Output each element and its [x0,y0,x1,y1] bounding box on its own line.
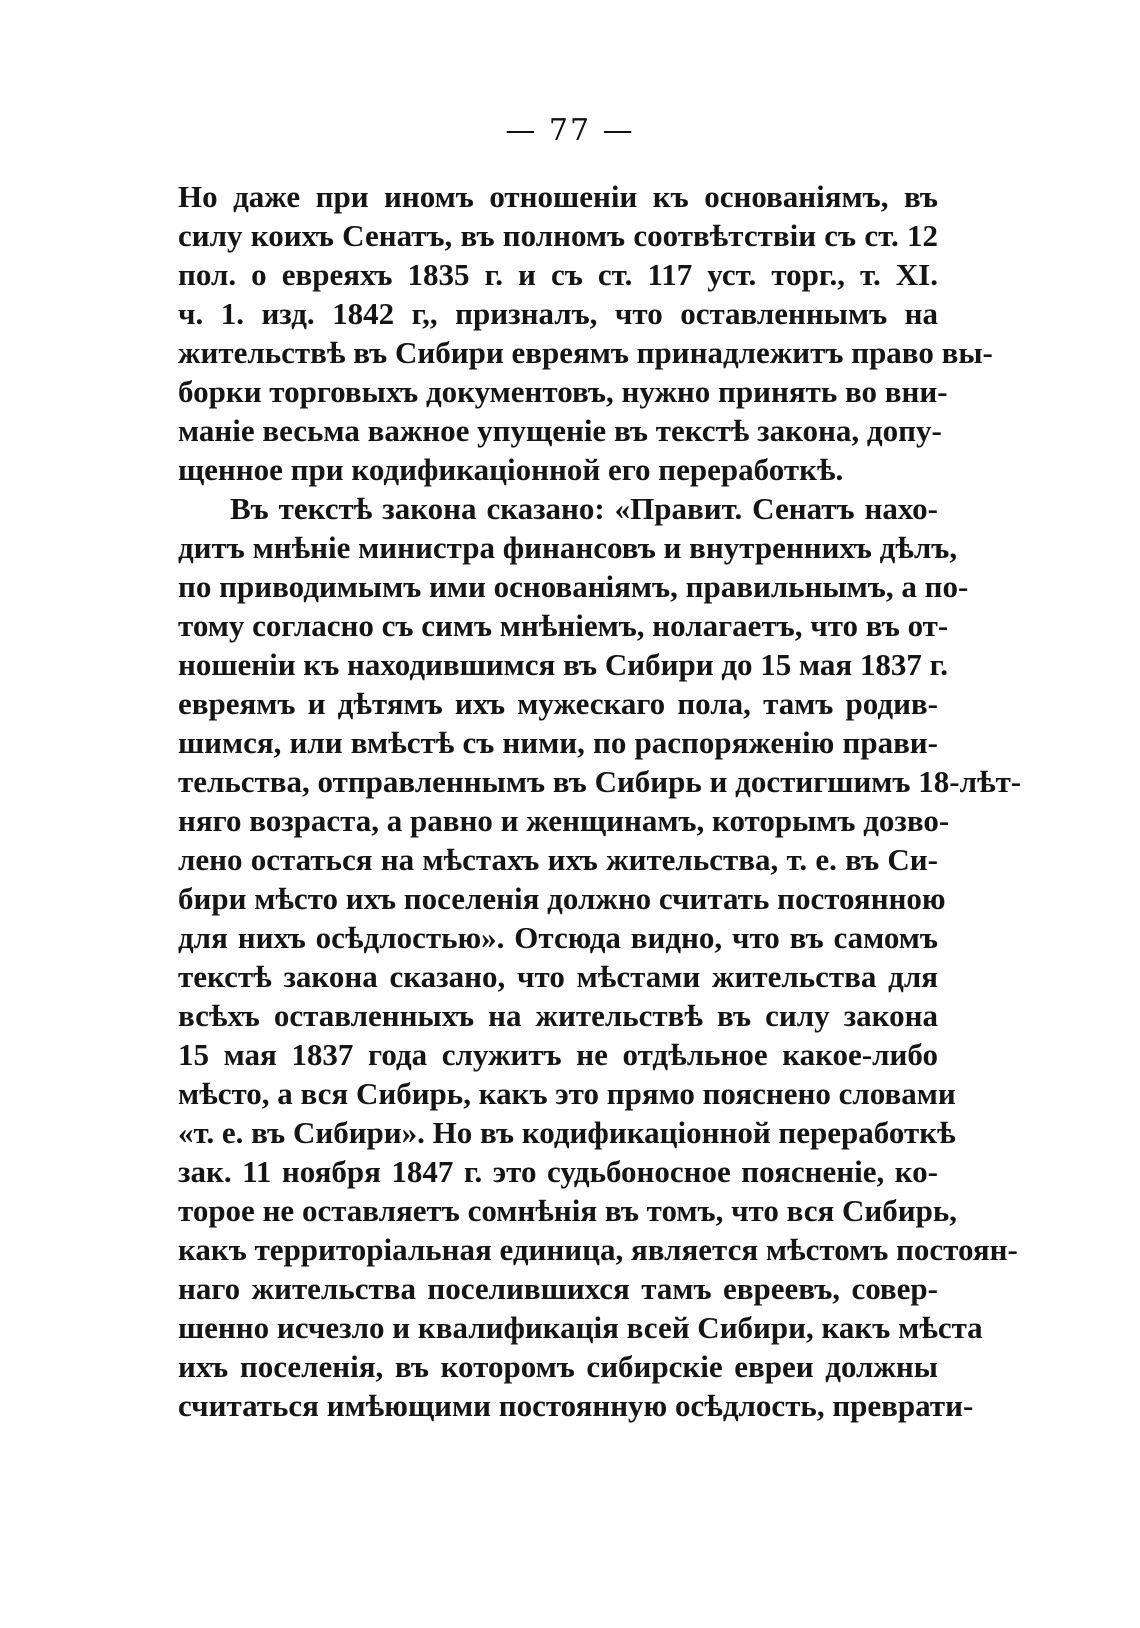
page-number: — 77 — [505,113,635,148]
text-line: какъ территоріальная единица, является мѣстомъ постоян- [178,1232,1018,1267]
text-line: лено остаться на мѣстахъ ихъ жительства, т. е. въ Си- [178,842,938,877]
text-line: Но даже при иномъ отношеніи къ основаніямъ, въ [178,179,938,214]
text-line: борки торговыхъ документовъ, нужно принять во вни- [178,374,948,409]
text-line: маніе весьма важное упущеніе въ текстѣ закона, допу- [178,413,942,448]
text-line: щенное при кодификаціонной его переработкѣ. [178,452,844,487]
text-line: текстѣ закона сказано, что мѣстами жительства для [178,959,938,994]
text-line: бири мѣсто ихъ поселенія должно считать постоянною [178,881,946,916]
text-line: Въ текстѣ закона сказано: «Правит. Сенатъ нахо- [230,491,938,526]
text-line: жительствѣ въ Сибири евреямъ принадлежитъ право вы- [178,335,993,370]
text-line: тому согласно съ симъ мнѣніемъ, нолагаетъ, что въ от- [178,608,949,643]
text-line: ч. 1. изд. 1842 г,, призналъ, что оставленнымъ на [178,296,938,331]
text-line: пол. о евреяхъ 1835 г. и съ ст. 117 уст. торг., т. XI. [178,257,938,292]
text-line: няго возраста, а равно и женщинамъ, которымъ дозво- [178,803,950,838]
text-line: ношеніи къ находившимся въ Сибири до 15 мая 1837 г. [178,647,949,682]
text-line: всѣхъ оставленныхъ на жительствѣ въ силу закона [178,998,938,1033]
text-line: зак. 11 ноября 1847 г. это судьбоносное поясненіе, ко- [178,1154,938,1189]
text-line: «т. е. въ Сибири». Но въ кодификаціонной переработкѣ [178,1115,956,1150]
text-line: ихъ поселенія, въ которомъ сибирскіе евреи должны [178,1349,938,1384]
text-line: считаться имѣющими постоянную осѣдлость, преврати- [178,1388,974,1423]
text-line: для нихъ осѣдлостью». Отсюда видно, что въ самомъ [178,920,938,955]
text-line: шимся, или вмѣстѣ съ ними, по распоряженію прави- [178,725,938,760]
text-line: силу коихъ Сенатъ, въ полномъ соотвѣтствіи съ ст. 12 [178,218,938,253]
text-line: дитъ мнѣніе министра финансовъ и внутреннихъ дѣлъ, [178,530,958,565]
text-line: наго жительства поселившихся тамъ евреевъ, совер- [178,1271,938,1306]
text-line: евреямъ и дѣтямъ ихъ мужескаго пола, тамъ родив- [178,686,938,721]
text-line: шенно исчезло и квалификація всей Сибири, какъ мѣста [178,1310,983,1345]
text-line: тельства, отправленнымъ въ Сибирь и достигшимъ 18-лѣт- [178,764,1022,799]
text-line: мѣсто, а вся Сибирь, какъ это прямо пояснено словами [178,1076,956,1111]
text-line: по приводимымъ ими основаніямъ, правильнымъ, а по- [178,569,969,604]
text-line: торое не оставляетъ сомнѣнія въ томъ, что вся Сибирь, [178,1193,958,1228]
text-line: 15 мая 1837 года служитъ не отдѣльное какое-либо [178,1037,938,1072]
